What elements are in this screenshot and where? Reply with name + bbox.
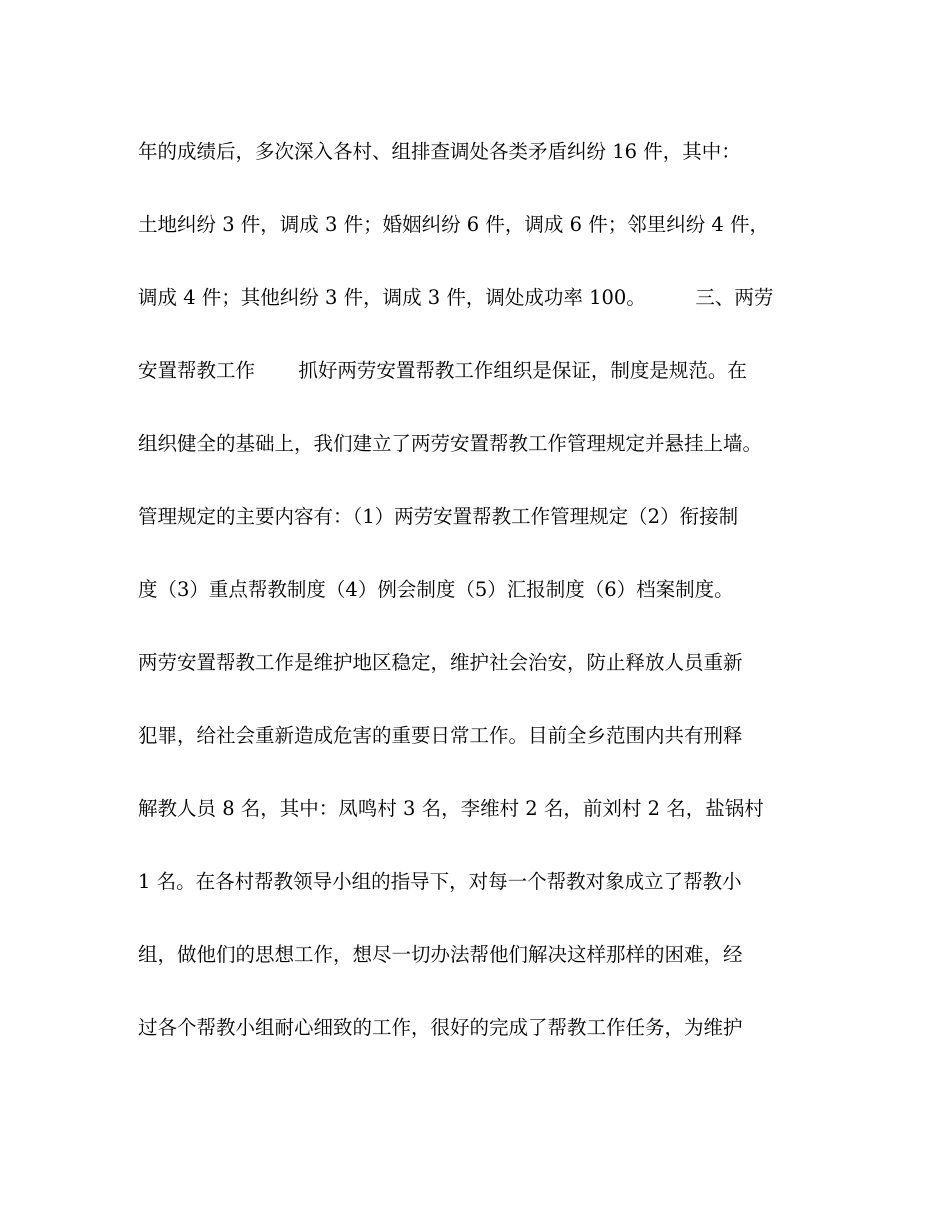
text-line: 犯罪，给社会重新造成危害的重要日常工作。目前全乡范围内共有刑释: [138, 724, 743, 747]
text-line: 1 名。在各村帮教领导小组的指导下，对每一个帮教对象成立了帮教小: [138, 870, 742, 893]
text-line: 组，做他们的思想工作，想尽一切办法帮他们解决这样那样的困难，经: [138, 943, 743, 966]
text-line: 两劳安置帮教工作是维护地区稳定，维护社会治安，防止释放人员重新: [138, 651, 743, 674]
text-line: 组织健全的基础上，我们建立了两劳安置帮教工作管理规定并悬挂上墙。: [138, 432, 763, 455]
text-line: 安置帮教工作 抓好两劳安置帮教工作组织是保证，制度是规范。在: [138, 359, 747, 382]
text-line: 管理规定的主要内容有：（1）两劳安置帮教工作管理规定（2）衔接制: [138, 505, 739, 528]
text-line: 土地纠纷 3 件，调成 3 件；婚姻纠纷 6 件，调成 6 件；邻里纠纷 4 件，: [138, 213, 770, 236]
text-line: 年的成绩后，多次深入各村、组排查调处各类矛盾纠纷 16 件，其中：: [138, 140, 741, 163]
text-line: 度（3）重点帮教制度（4）例会制度（5）汇报制度（6）档案制度。: [138, 578, 734, 601]
text-line: 解教人员 8 名，其中：凤鸣村 3 名，李维村 2 名，前刘村 2 名，盐锅村: [138, 797, 764, 820]
text-line: 调成 4 件；其他纠纷 3 件，调成 3 件，调处成功率 100。 三、两劳: [138, 286, 774, 309]
text-line: 过各个帮教小组耐心细致的工作，很好的完成了帮教工作任务，为维护: [138, 1016, 743, 1039]
